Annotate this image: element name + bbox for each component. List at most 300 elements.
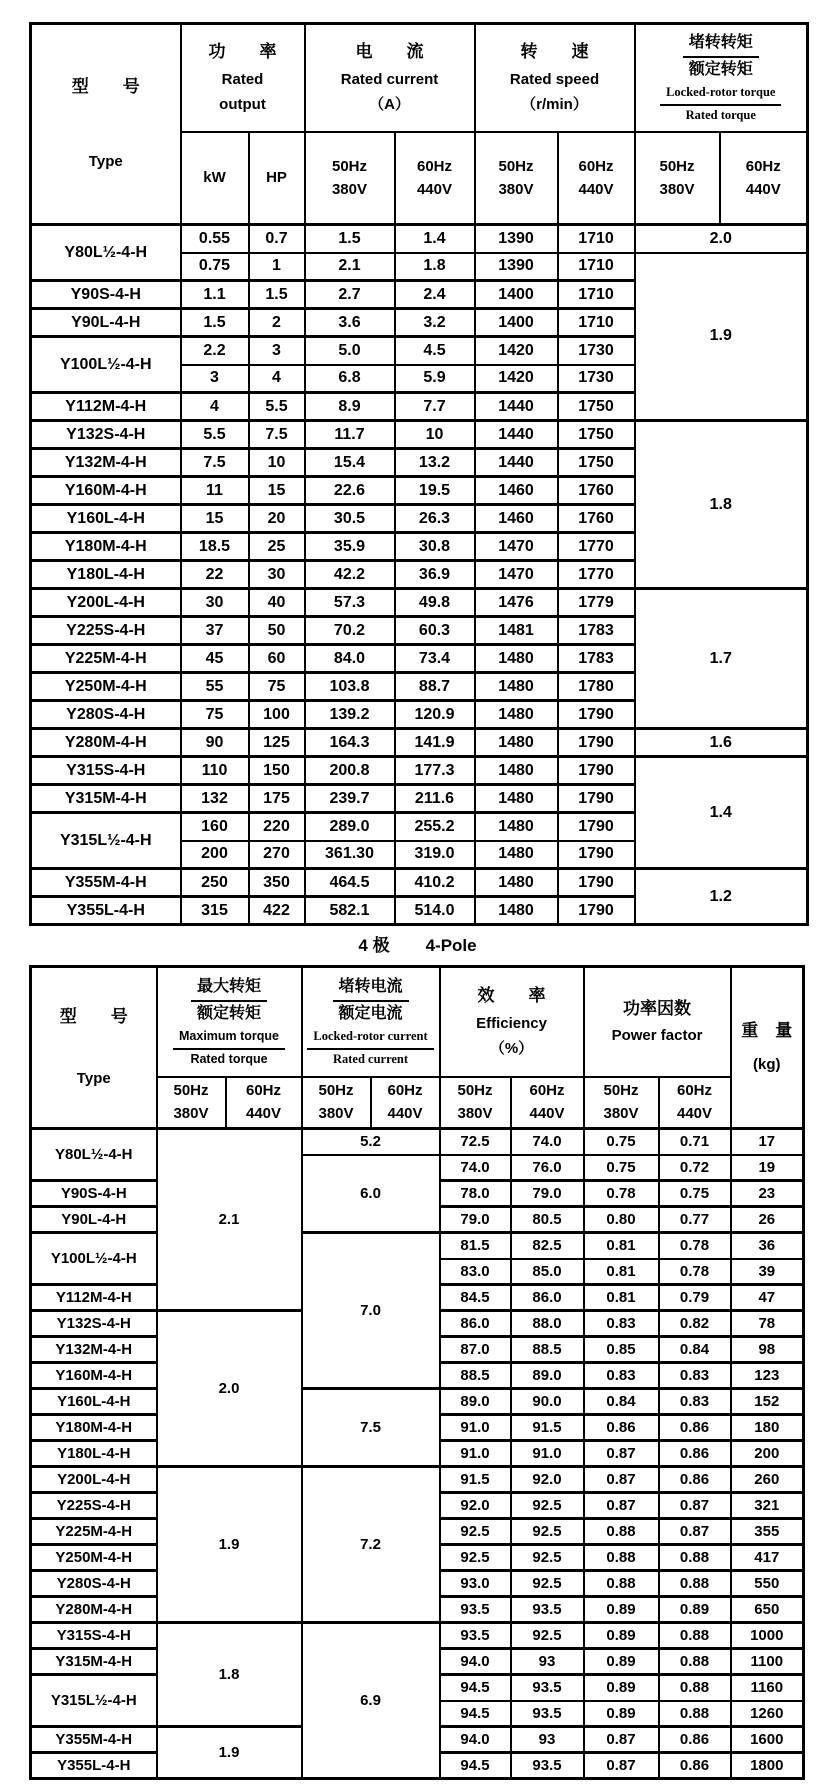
current-50hz-subheader [302, 1077, 371, 1129]
power-factor-header [584, 967, 731, 1077]
locked-rotor-current-ratio-cell: 7.5 [302, 1389, 440, 1467]
torque-ratio-en-numerator: Locked-rotor torque [660, 83, 781, 105]
efficiency-50hz-cell: 91.0 [440, 1441, 511, 1467]
max-torque-cn-numerator: 最大转矩 [191, 975, 267, 1003]
current-60hz-cell: 211.6 [395, 785, 475, 813]
motor-type-cell: Y132M-4-H [31, 449, 181, 477]
weight-cell: 650 [731, 1597, 804, 1623]
current-50hz-cell: 6.8 [305, 365, 395, 393]
current-50hz-cell: 5.0 [305, 337, 395, 365]
pf-60hz-cell: 0.78 [659, 1259, 731, 1285]
type-column-header [31, 24, 181, 225]
hp-cell: 4 [249, 365, 305, 393]
hp-cell: 60 [249, 645, 305, 673]
efficiency-50hz-cell: 86.0 [440, 1311, 511, 1337]
weight-cell: 321 [731, 1493, 804, 1519]
speed-60hz-subheader [558, 132, 635, 225]
volt-label: 380V [659, 180, 695, 198]
pf-60hz-cell: 0.82 [659, 1311, 731, 1337]
pf-50hz-cell: 0.89 [584, 1675, 659, 1701]
speed-60hz-cell: 1790 [558, 785, 635, 813]
efficiency-header-cn: 效 率 [477, 985, 546, 1005]
motor-rating-table [29, 22, 809, 926]
pf-50hz-cell: 0.85 [584, 1337, 659, 1363]
pf-60hz-cell: 0.86 [659, 1753, 731, 1779]
current-50hz-cell: 361.30 [305, 841, 395, 869]
speed-60hz-cell: 1790 [558, 757, 635, 785]
hp-cell: 270 [249, 841, 305, 869]
speed-50hz-cell: 1480 [475, 869, 558, 897]
pf-60hz-subheader [659, 1077, 731, 1129]
motor-type-cell: Y315M-4-H [31, 785, 181, 813]
locked-rotor-torque-ratio-cell: 1.6 [635, 729, 808, 757]
current-50hz-cell: 35.9 [305, 533, 395, 561]
speed-50hz-subheader [475, 132, 558, 225]
current-60hz-cell: 7.7 [395, 393, 475, 421]
kw-cell: 110 [181, 757, 249, 785]
efficiency-60hz-cell: 93 [511, 1727, 584, 1753]
pf-50hz-cell: 0.87 [584, 1467, 659, 1493]
motor-type-cell: Y225M-4-H [31, 645, 181, 673]
motor-type-cell: Y250M-4-H [31, 673, 181, 701]
speed-50hz-cell: 1460 [475, 505, 558, 533]
hp-cell: 7.5 [249, 421, 305, 449]
speed-60hz-cell: 1780 [558, 673, 635, 701]
locked-rotor-torque-ratio-cell: 2.0 [635, 225, 808, 253]
speed-60hz-cell: 1710 [558, 309, 635, 337]
pf-50hz-cell: 0.83 [584, 1311, 659, 1337]
current-60hz-cell: 1.8 [395, 253, 475, 281]
pf-50hz-cell: 0.86 [584, 1415, 659, 1441]
speed-50hz-cell: 1440 [475, 421, 558, 449]
current-60hz-cell: 2.4 [395, 281, 475, 309]
volt-label: 440V [677, 1105, 713, 1123]
motor-type-cell: Y160L-4-H [31, 1389, 157, 1415]
current-50hz-cell: 2.7 [305, 281, 395, 309]
speed-60hz-cell: 1790 [558, 841, 635, 869]
speed-60hz-cell: 1790 [558, 729, 635, 757]
efficiency-50hz-cell: 79.0 [440, 1207, 511, 1233]
rated-speed-header-cn: 转 速 [520, 41, 589, 61]
current-50hz-cell: 103.8 [305, 673, 395, 701]
current-60hz-cell: 255.2 [395, 813, 475, 841]
motor-type-cell: Y280M-4-H [31, 729, 181, 757]
motor-type-cell: Y200L-4-H [31, 589, 181, 617]
efficiency-60hz-cell: 92.5 [511, 1493, 584, 1519]
pf-60hz-cell: 0.77 [659, 1207, 731, 1233]
speed-60hz-cell: 1750 [558, 421, 635, 449]
pf-50hz-cell: 0.88 [584, 1571, 659, 1597]
volt-label: 440V [245, 1105, 282, 1123]
volt-label: 440V [387, 1105, 423, 1123]
current-50hz-subheader [305, 132, 395, 225]
hp-label: HP [266, 169, 287, 187]
motor-type-cell: Y112M-4-H [31, 1285, 157, 1311]
efficiency-50hz-cell: 94.0 [440, 1727, 511, 1753]
weight-cell: 417 [731, 1545, 804, 1571]
speed-60hz-cell: 1730 [558, 365, 635, 393]
rated-current-header [305, 24, 475, 132]
motor-type-cell: Y355M-4-H [31, 1727, 157, 1753]
kw-cell: 15 [181, 505, 249, 533]
freq-label: 50Hz [331, 157, 368, 175]
motor-type-cell: Y160M-4-H [31, 477, 181, 505]
locked-rotor-current-ratio-cell: 7.0 [302, 1233, 440, 1389]
pf-50hz-subheader [584, 1077, 659, 1129]
speed-50hz-cell: 1480 [475, 841, 558, 869]
efficiency-60hz-cell: 89.0 [511, 1363, 584, 1389]
motor-performance-table [29, 965, 805, 1780]
motor-type-cell: Y180L-4-H [31, 561, 181, 589]
motor-row [31, 1233, 804, 1259]
motor-type-cell: Y90L-4-H [31, 1207, 157, 1233]
pf-50hz-cell: 0.81 [584, 1233, 659, 1259]
pf-60hz-cell: 0.79 [659, 1285, 731, 1311]
locked-rotor-torque-ratio-cell: 1.8 [635, 421, 808, 589]
pf-50hz-cell: 0.75 [584, 1155, 659, 1181]
current-60hz-cell: 5.9 [395, 365, 475, 393]
current-50hz-cell: 464.5 [305, 869, 395, 897]
torque-50hz-subheader [157, 1077, 226, 1129]
current-50hz-cell: 200.8 [305, 757, 395, 785]
speed-50hz-cell: 1480 [475, 813, 558, 841]
current-60hz-cell: 73.4 [395, 645, 475, 673]
motor-type-cell: Y315L½-4-H [31, 813, 181, 869]
speed-60hz-cell: 1750 [558, 393, 635, 421]
speed-60hz-cell: 1710 [558, 225, 635, 253]
current-50hz-cell: 11.7 [305, 421, 395, 449]
pole-section-label [29, 931, 806, 956]
kw-cell: 37 [181, 617, 249, 645]
current-60hz-cell: 19.5 [395, 477, 475, 505]
motor-row [31, 1389, 804, 1415]
efficiency-50hz-cell: 93.0 [440, 1571, 511, 1597]
rated-speed-header-en: Rated speed [509, 70, 600, 88]
weight-cell: 123 [731, 1363, 804, 1389]
weight-cell: 19 [731, 1155, 804, 1181]
weight-cell: 200 [731, 1441, 804, 1467]
motor-type-cell: Y355L-4-H [31, 1753, 157, 1779]
pf-50hz-cell: 0.75 [584, 1129, 659, 1155]
efficiency-60hz-cell: 91.0 [511, 1441, 584, 1467]
motor-type-cell: Y225M-4-H [31, 1519, 157, 1545]
motor-type-cell: Y100L½-4-H [31, 1233, 157, 1285]
kw-cell: 45 [181, 645, 249, 673]
locked-rotor-current-ratio-cell: 6.9 [302, 1623, 440, 1779]
kw-cell: 2.2 [181, 337, 249, 365]
lr-current-en-denominator: Rated current [332, 1051, 409, 1066]
efficiency-50hz-cell: 83.0 [440, 1259, 511, 1285]
speed-60hz-cell: 1790 [558, 701, 635, 729]
max-torque-ratio-cell: 2.0 [157, 1311, 302, 1467]
kw-cell: 18.5 [181, 533, 249, 561]
hp-cell: 20 [249, 505, 305, 533]
hp-cell: 30 [249, 561, 305, 589]
weight-cell: 260 [731, 1467, 804, 1493]
current-60hz-cell: 88.7 [395, 673, 475, 701]
table1-body [31, 225, 808, 925]
pf-60hz-cell: 0.86 [659, 1415, 731, 1441]
weight-unit: (kg) [753, 1056, 781, 1074]
motor-type-cell: Y100L½-4-H [31, 337, 181, 393]
pf-50hz-cell: 0.88 [584, 1545, 659, 1571]
kw-cell: 315 [181, 897, 249, 925]
weight-cell: 1160 [731, 1675, 804, 1701]
pf-50hz-cell: 0.83 [584, 1363, 659, 1389]
motor-type-cell: Y280S-4-H [31, 701, 181, 729]
pf-60hz-cell: 0.87 [659, 1493, 731, 1519]
pf-50hz-cell: 0.81 [584, 1259, 659, 1285]
motor-type-cell: Y225S-4-H [31, 1493, 157, 1519]
current-60hz-cell: 141.9 [395, 729, 475, 757]
efficiency-60hz-cell: 93 [511, 1649, 584, 1675]
motor-row [31, 757, 808, 785]
kw-cell: 7.5 [181, 449, 249, 477]
speed-60hz-cell: 1779 [558, 589, 635, 617]
type-column-header [31, 967, 157, 1129]
rated-current-header-en: Rated current [340, 70, 439, 88]
volt-label: 380V [331, 180, 368, 198]
current-60hz-cell: 13.2 [395, 449, 475, 477]
weight-cell: 36 [731, 1233, 804, 1259]
motor-type-cell: Y180M-4-H [31, 533, 181, 561]
rated-current-header-cn: 电 流 [355, 41, 424, 61]
motor-row [31, 225, 808, 253]
hp-cell: 125 [249, 729, 305, 757]
speed-50hz-cell: 1470 [475, 561, 558, 589]
current-50hz-cell: 289.0 [305, 813, 395, 841]
volt-label: 440V [745, 180, 781, 198]
efficiency-50hz-cell: 94.5 [440, 1701, 511, 1727]
lr-current-cn-denominator: 额定电流 [338, 1005, 403, 1023]
pf-60hz-cell: 0.86 [659, 1727, 731, 1753]
pf-60hz-cell: 0.75 [659, 1181, 731, 1207]
speed-50hz-cell: 1440 [475, 449, 558, 477]
speed-50hz-cell: 1470 [475, 533, 558, 561]
motor-type-cell: Y225S-4-H [31, 617, 181, 645]
efficiency-50hz-cell: 91.0 [440, 1415, 511, 1441]
freq-label: 50Hz [498, 157, 534, 175]
current-60hz-cell: 36.9 [395, 561, 475, 589]
motor-type-cell: Y315L½-4-H [31, 1675, 157, 1727]
efficiency-50hz-cell: 92.5 [440, 1545, 511, 1571]
motor-type-cell: Y132S-4-H [31, 421, 181, 449]
kw-cell: 0.55 [181, 225, 249, 253]
current-50hz-cell: 2.1 [305, 253, 395, 281]
pf-50hz-cell: 0.87 [584, 1441, 659, 1467]
table2-body [31, 1129, 804, 1779]
pf-50hz-cell: 0.80 [584, 1207, 659, 1233]
freq-label: 60Hz [578, 157, 614, 175]
freq-label: 60Hz [387, 1082, 423, 1099]
hp-cell: 220 [249, 813, 305, 841]
max-torque-ratio-header [157, 967, 302, 1077]
current-60hz-cell: 10 [395, 421, 475, 449]
efficiency-60hz-cell: 74.0 [511, 1129, 584, 1155]
current-60hz-cell: 3.2 [395, 309, 475, 337]
motor-type-cell: Y250M-4-H [31, 1545, 157, 1571]
motor-type-cell: Y160M-4-H [31, 1363, 157, 1389]
volt-label: 380V [173, 1105, 209, 1123]
motor-type-cell: Y315S-4-H [31, 757, 181, 785]
weight-header-cn: 重 量 [741, 1021, 793, 1041]
speed-60hz-cell: 1710 [558, 281, 635, 309]
speed-50hz-cell: 1480 [475, 701, 558, 729]
efficiency-60hz-cell: 88.5 [511, 1337, 584, 1363]
pf-50hz-cell: 0.84 [584, 1389, 659, 1415]
current-60hz-cell: 410.2 [395, 869, 475, 897]
torque-ratio-en-denominator: Rated torque [685, 107, 756, 122]
motor-type-cell: Y80L½-4-H [31, 225, 181, 281]
max-torque-ratio-cell: 1.9 [157, 1467, 302, 1623]
motor-type-cell: Y132M-4-H [31, 1337, 157, 1363]
kw-cell: 3 [181, 365, 249, 393]
motor-row [31, 421, 808, 449]
speed-50hz-cell: 1480 [475, 897, 558, 925]
current-60hz-cell: 4.5 [395, 337, 475, 365]
kw-cell: 1.5 [181, 309, 249, 337]
current-50hz-cell: 3.6 [305, 309, 395, 337]
lr-current-en-numerator: Locked-rotor current [307, 1027, 433, 1049]
current-60hz-cell: 26.3 [395, 505, 475, 533]
speed-60hz-cell: 1790 [558, 897, 635, 925]
speed-60hz-cell: 1730 [558, 337, 635, 365]
weight-cell: 152 [731, 1389, 804, 1415]
pf-60hz-cell: 0.78 [659, 1233, 731, 1259]
type-header-cn: 型 号 [71, 77, 140, 97]
motor-type-cell: Y180L-4-H [31, 1441, 157, 1467]
locked-rotor-torque-ratio-cell: 1.2 [635, 869, 808, 925]
current-60hz-cell: 49.8 [395, 589, 475, 617]
speed-50hz-cell: 1400 [475, 281, 558, 309]
freq-label: 50Hz [318, 1082, 354, 1099]
speed-50hz-cell: 1480 [475, 729, 558, 757]
pf-50hz-cell: 0.81 [584, 1285, 659, 1311]
pf-60hz-cell: 0.71 [659, 1129, 731, 1155]
efficiency-60hz-cell: 92.5 [511, 1545, 584, 1571]
pf-60hz-cell: 0.88 [659, 1649, 731, 1675]
torque-ratio-cn-denominator: 额定转矩 [688, 61, 753, 79]
hp-cell: 1.5 [249, 281, 305, 309]
efficiency-60hz-cell: 93.5 [511, 1753, 584, 1779]
freq-label: 60Hz [677, 1082, 713, 1099]
pf-50hz-cell: 0.89 [584, 1701, 659, 1727]
volt-label: 380V [457, 1105, 493, 1123]
pf-50hz-cell: 0.78 [584, 1181, 659, 1207]
pf-60hz-cell: 0.88 [659, 1675, 731, 1701]
current-50hz-cell: 164.3 [305, 729, 395, 757]
speed-60hz-cell: 1760 [558, 505, 635, 533]
pf-50hz-cell: 0.87 [584, 1493, 659, 1519]
speed-50hz-cell: 1481 [475, 617, 558, 645]
weight-cell: 47 [731, 1285, 804, 1311]
current-60hz-cell: 319.0 [395, 841, 475, 869]
freq-label: 50Hz [173, 1082, 209, 1099]
motor-row [31, 1467, 804, 1493]
freq-label: 60Hz [416, 157, 453, 175]
efficiency-60hz-cell: 86.0 [511, 1285, 584, 1311]
locked-rotor-current-ratio-cell: 7.2 [302, 1467, 440, 1623]
speed-50hz-cell: 1420 [475, 337, 558, 365]
pf-60hz-cell: 0.88 [659, 1545, 731, 1571]
current-60hz-subheader [371, 1077, 440, 1129]
speed-50hz-cell: 1480 [475, 673, 558, 701]
efficiency-60hz-cell: 92.5 [511, 1571, 584, 1597]
speed-60hz-cell: 1750 [558, 449, 635, 477]
current-50hz-cell: 15.4 [305, 449, 395, 477]
hp-subheader [249, 132, 305, 225]
type-header-en: Type [76, 1070, 111, 1088]
efficiency-50hz-cell: 74.0 [440, 1155, 511, 1181]
weight-cell: 355 [731, 1519, 804, 1545]
pf-60hz-cell: 0.88 [659, 1571, 731, 1597]
efficiency-unit: （%） [489, 1040, 534, 1058]
efficiency-50hz-cell: 92.0 [440, 1493, 511, 1519]
hp-cell: 175 [249, 785, 305, 813]
efficiency-60hz-cell: 93.5 [511, 1701, 584, 1727]
pf-50hz-cell: 0.87 [584, 1753, 659, 1779]
efficiency-50hz-cell: 87.0 [440, 1337, 511, 1363]
torque-60hz-subheader [226, 1077, 302, 1129]
rated-output-header-en2: output [219, 96, 266, 114]
max-torque-ratio-cell: 1.8 [157, 1623, 302, 1727]
hp-cell: 0.7 [249, 225, 305, 253]
weight-cell: 550 [731, 1571, 804, 1597]
hp-cell: 10 [249, 449, 305, 477]
kw-cell: 90 [181, 729, 249, 757]
current-50hz-cell: 139.2 [305, 701, 395, 729]
weight-cell: 1260 [731, 1701, 804, 1727]
current-50hz-cell: 1.5 [305, 225, 395, 253]
kw-cell: 250 [181, 869, 249, 897]
motor-type-cell: Y132S-4-H [31, 1311, 157, 1337]
efficiency-50hz-cell: 81.5 [440, 1233, 511, 1259]
motor-type-cell: Y200L-4-H [31, 1467, 157, 1493]
efficiency-60hz-cell: 82.5 [511, 1233, 584, 1259]
motor-type-cell: Y80L½-4-H [31, 1129, 157, 1181]
motor-type-cell: Y112M-4-H [31, 393, 181, 421]
weight-cell: 39 [731, 1259, 804, 1285]
weight-cell: 78 [731, 1311, 804, 1337]
current-60hz-subheader [395, 132, 475, 225]
type-header-cn: 型 号 [59, 1007, 128, 1027]
efficiency-50hz-cell: 92.5 [440, 1519, 511, 1545]
kw-cell: 200 [181, 841, 249, 869]
rated-speed-unit: （r/min） [521, 96, 588, 114]
efficiency-50hz-subheader [440, 1077, 511, 1129]
pole-label-en: 4-Pole [425, 936, 477, 955]
max-torque-en-numerator: Maximum torque [173, 1027, 285, 1049]
motor-type-cell: Y355L-4-H [31, 897, 181, 925]
freq-label: 50Hz [603, 1082, 639, 1099]
motor-row [31, 1623, 804, 1649]
rated-speed-header [475, 24, 635, 132]
weight-cell: 98 [731, 1337, 804, 1363]
motor-row [31, 589, 808, 617]
efficiency-50hz-cell: 94.5 [440, 1675, 511, 1701]
kw-cell: 11 [181, 477, 249, 505]
motor-row [31, 869, 808, 897]
torque-60hz-subheader [720, 132, 808, 225]
speed-50hz-cell: 1390 [475, 225, 558, 253]
weight-cell: 1600 [731, 1727, 804, 1753]
speed-50hz-cell: 1480 [475, 757, 558, 785]
table1-header-row-1 [31, 24, 808, 132]
weight-cell: 26 [731, 1207, 804, 1233]
speed-50hz-cell: 1440 [475, 393, 558, 421]
speed-60hz-cell: 1790 [558, 869, 635, 897]
motor-type-cell: Y315S-4-H [31, 1623, 157, 1649]
